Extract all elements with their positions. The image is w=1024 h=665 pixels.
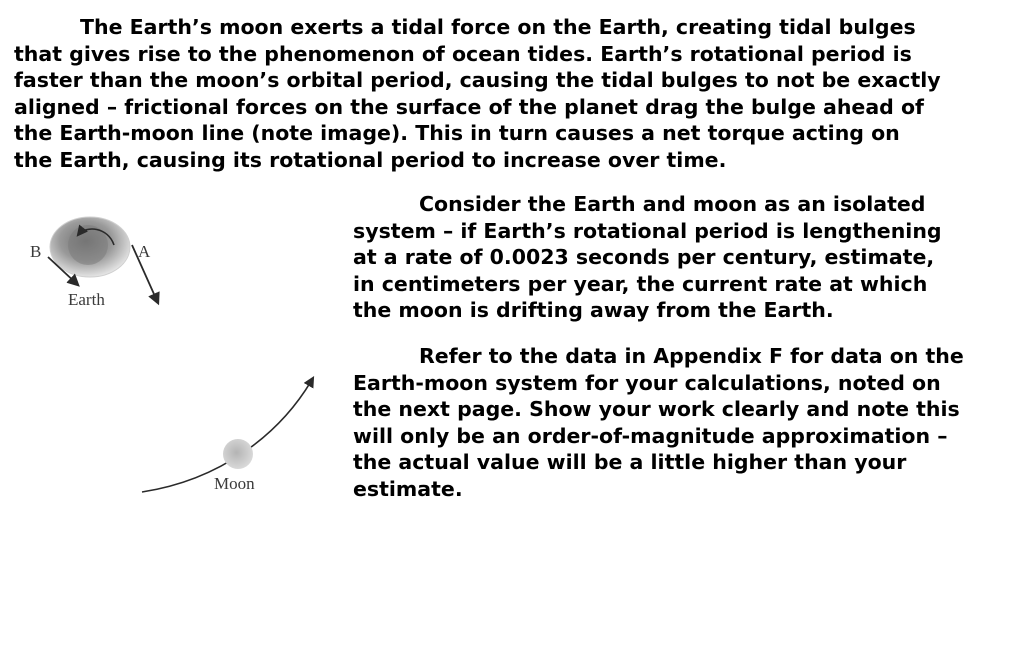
label-a: A (138, 242, 151, 261)
intro-paragraph-text: The Earth’s moon exerts a tidal force on the Earth, creating tidal bulges that gives rise to the phenomenon of ocean tides. Earth’s rotational period is faster than the moon’s orbital period, causing the tidal bulges to not be exactly aligned – frictional forces on the surface of the planet drag the bulge ahead of the Earth-moon line (note image). This in turn causes a net torque acting on the Earth, causing its rotational period to increase over time. (14, 15, 941, 172)
instructions-paragraph-text: Refer to the data in Appendix F for data on the Earth-moon system for your calculations, noted on the next page. Show your work clearly and note this will only be an order-of-magnitude approximation – the actual value will be a little higher than your estimate. (353, 344, 964, 501)
intro-paragraph (14, 14, 1019, 174)
label-b: B (30, 242, 42, 261)
question-paragraph (353, 191, 1013, 324)
question-paragraph-text: Consider the Earth and moon as an isolated system – if Earth’s rotational period is lengthening at a rate of 0.0023 seconds per century, estimate, in centimeters per year, the current rate at which the moon is drifting away from the Earth. (353, 192, 942, 323)
moon (223, 439, 253, 469)
earth-moon-tidal-diagram (20, 205, 330, 505)
label-moon: Moon (214, 474, 255, 493)
label-earth: Earth (68, 290, 105, 309)
instructions-paragraph (353, 343, 1013, 503)
